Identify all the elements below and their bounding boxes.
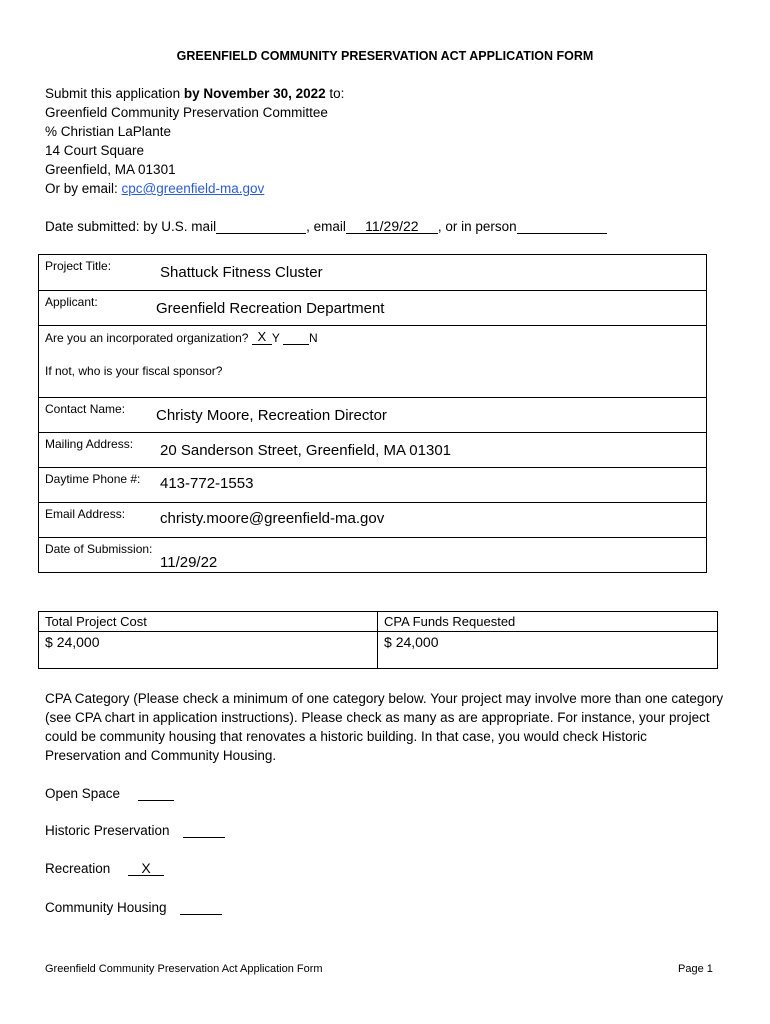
incorporated-no-label: N [308,331,318,345]
row-incorporated [39,326,707,398]
category-historic-preservation-field[interactable] [183,823,225,838]
row-date-of-submission [39,538,707,573]
cpc-email-link[interactable]: cpc@greenfield-ma.gov [121,181,265,196]
category-historic-preservation [45,823,225,838]
category-open-space [45,786,174,801]
cost-table [38,611,718,669]
fiscal-sponsor-label: If not, who is your fiscal sponsor? [45,364,223,378]
submit-prefix: Submit this application [45,86,184,101]
email-value[interactable]: christy.moore@greenfield-ma.gov [160,510,385,527]
phone-value[interactable]: 413-772-1553 [160,475,254,492]
incorporated-question [45,330,318,345]
category-recreation [45,861,164,876]
cpa-funds-field[interactable] [378,632,717,652]
address-line-2: % Christian LaPlante [45,124,172,139]
submit-suffix: to: [325,86,345,101]
email-label: Email Address: [45,507,126,521]
applicant-label: Applicant: [45,295,98,309]
row-phone [39,468,707,503]
submit-instructions [45,86,344,101]
category-recreation-label: Recreation [45,861,111,876]
category-community-housing-field[interactable] [180,900,222,915]
category-open-space-label: Open Space [45,786,121,801]
address-line-4: Greenfield, MA 01301 [45,162,176,177]
row-contact [39,398,707,433]
cpa-funds-currency: $ [384,634,392,650]
date-of-submission-label: Date of Submission: [45,542,153,556]
row-project-title [39,255,707,291]
total-cost-currency: $ [45,634,53,650]
footer-page-number: Page 1 [678,963,713,975]
contact-value[interactable]: Christy Moore, Recreation Director [156,407,387,424]
email-date-field[interactable]: 11/29/22 [346,219,438,234]
submit-deadline: by November 30, 2022 [183,86,326,101]
total-cost-field[interactable] [39,632,377,652]
row-applicant [39,291,707,326]
total-cost-label: Total Project Cost [45,614,147,629]
mailing-value[interactable]: 20 Sanderson Street, Greenfield, MA 01301 [160,442,452,459]
mail-date-field[interactable] [216,219,306,234]
date-submitted-label: Date submitted: by U.S. mail [45,219,217,234]
cost-header-row [39,612,718,632]
project-title-label: Project Title: [45,259,112,273]
row-email [39,503,707,538]
cost-value-row [39,632,718,669]
project-title-value[interactable]: Shattuck Fitness Cluster [160,264,323,281]
category-recreation-field[interactable]: X [128,861,164,876]
date-submitted-line [45,219,607,234]
category-community-housing-label: Community Housing [45,900,167,915]
mailing-label: Mailing Address: [45,437,134,451]
form-title: GREENFIELD COMMUNITY PRESERVATION ACT APPLICATION FORM [176,49,594,63]
cpa-category-instructions: CPA Category (Please check a minimum of one category below. Your project may involve more than one category (see CPA chart in application instructions). Please check as many as are appropriate. For instance, your project could be community housing that renovates a historic building. In that case, you would check Historic Preservation and Community Housing. [45,691,724,763]
email-prefix: Or by email: [45,181,122,196]
incorporated-yes-field[interactable]: X [252,330,272,345]
incorporated-label: Are you an incorporated organization? [45,331,249,345]
in-person-date-field[interactable] [517,219,607,234]
cpa-funds-value: 24,000 [395,634,439,650]
date-of-submission-value[interactable]: 11/29/22 [160,554,218,571]
incorporated-yes-label: Y [271,331,280,345]
applicant-info-table [38,254,707,573]
category-historic-preservation-label: Historic Preservation [45,823,170,838]
category-open-space-field[interactable] [138,786,174,801]
row-mailing [39,433,707,468]
incorporated-no-field[interactable] [283,330,309,345]
applicant-value[interactable]: Greenfield Recreation Department [156,300,385,317]
cpa-funds-label: CPA Funds Requested [384,614,516,629]
email-date-label: , email [306,219,346,234]
in-person-label: , or in person [437,219,517,234]
category-community-housing [45,900,222,915]
total-cost-value: 24,000 [56,634,100,650]
email-line [45,181,264,196]
phone-label: Daytime Phone #: [45,472,141,486]
footer-form-name: Greenfield Community Preservation Act Application Form [45,963,323,975]
address-line-3: 14 Court Square [45,143,145,158]
contact-label: Contact Name: [45,402,126,416]
address-line-1: Greenfield Community Preservation Committee [45,105,328,120]
